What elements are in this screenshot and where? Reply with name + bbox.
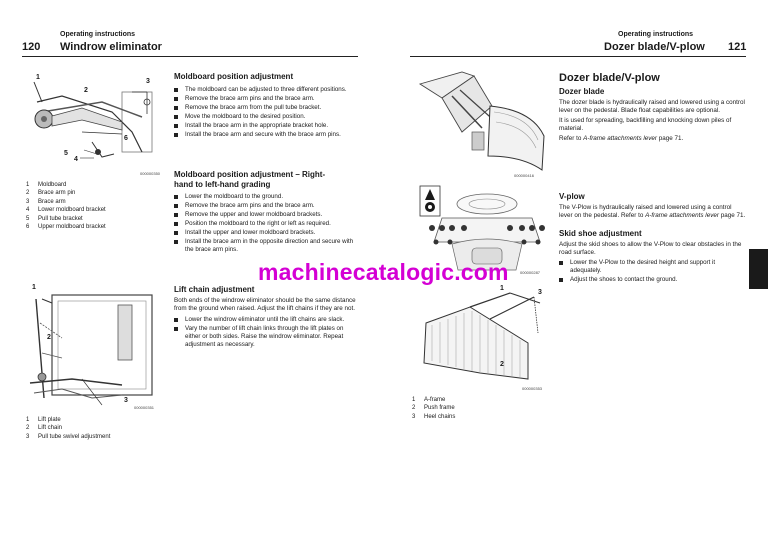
legend-label: Pull tube swivel adjustment (38, 433, 111, 440)
legend-label: Lift plate (38, 417, 61, 423)
step-item: Install the brace arm and secure with the brace arm pins. (174, 131, 358, 139)
section-heading: Lift chain adjustment (174, 285, 255, 294)
legend-item (26, 198, 166, 206)
section-right-left-grading (174, 170, 358, 255)
legend-num: 3 (26, 198, 30, 205)
right-fig3-callout-3: 3 (538, 289, 542, 296)
legend-item (26, 181, 166, 189)
section-v-plow (559, 192, 746, 220)
right-header-sub: Operating instructions (618, 31, 694, 38)
section-heading: Skid shoe adjustment (559, 229, 642, 238)
legend-label: Brace arm (38, 198, 66, 205)
step-item: Remove the brace arm pins and the brace arm. (174, 95, 358, 103)
step-item: Lower the V-Plow to the desired height and support it adequately. (559, 259, 746, 275)
legend-label: A-frame (424, 397, 446, 403)
left-page-number: 120 (22, 41, 41, 53)
right-fig3-callout-2: 2 (500, 361, 504, 368)
legend-num: 3 (26, 433, 30, 440)
section-dozer-blade (559, 72, 746, 143)
step-item: Install the brace arm in the appropriate bracket hole. (174, 122, 358, 130)
section-skid-shoe (559, 229, 746, 285)
step-list (174, 316, 358, 348)
fig1-callout-6: 6 (124, 135, 128, 142)
dozer-blade-drawing (412, 66, 552, 180)
legend-label: Pull tube bracket (38, 215, 83, 222)
legend-num: 5 (26, 215, 30, 222)
legend-item (412, 396, 552, 404)
section-heading: Moldboard position adjustment (174, 72, 294, 81)
ref-prefix: Refer to (559, 135, 584, 142)
right-fig3-code: 000000353 (522, 386, 543, 391)
step-item: Remove the brace arm pins and the brace arm. (174, 202, 358, 210)
legend-label: Brace arm pin (38, 190, 76, 197)
section-moldboard-position (174, 72, 358, 140)
left-header-sub: Operating instructions (60, 31, 136, 38)
right-fig2-code: 000000287 (520, 270, 541, 275)
legend-num: 4 (26, 207, 30, 214)
fig2-callout-1: 1 (32, 284, 36, 291)
step-list (174, 86, 358, 139)
legend-num: 1 (26, 417, 30, 423)
left-header-rule (22, 56, 358, 57)
legend-label: Lift chain (38, 425, 63, 432)
section-paragraph: Both ends of the windrow eliminator should be the same distance from the ground when raised. Adjust the lift chains if they are not. (174, 297, 356, 312)
section-heading: Dozer blade (559, 87, 605, 96)
legend-item (412, 413, 552, 421)
right-page-number: 121 (728, 41, 747, 53)
step-item: Remove the upper and lower moldboard brackets. (174, 211, 358, 219)
legend-num: 2 (26, 425, 30, 432)
ref-link-a-frame-lever[interactable]: A-frame attachments lever (645, 212, 719, 219)
step-item: Lower the windrow eliminator until the lift chains are slack. (174, 316, 358, 324)
dozer-paragraph-2: It is used for spreading, backfilling and knocking down piles of material. (559, 117, 732, 132)
ref-prefix: The V-Plow is hydraulically raised and lowered using a control lever on the pedestal. Refer to (559, 204, 732, 219)
chapter-tab-marker (749, 249, 768, 289)
section-lift-chain-adjustment (174, 285, 358, 350)
fig1-legend (26, 181, 166, 231)
figure-lift-chain (22, 283, 158, 415)
figure-v-plow (410, 283, 554, 395)
ref-link-a-frame-lever[interactable]: A-frame attachments lever (583, 135, 657, 142)
fig1-callout-4: 4 (74, 156, 78, 163)
legend-label: Upper moldboard bracket (38, 224, 106, 231)
legend-item (412, 404, 552, 412)
fig2-callout-3: 3 (124, 397, 128, 404)
right-page-title: Dozer blade/V-plow (604, 41, 705, 53)
right-fig3-callout-1: 1 (500, 285, 504, 292)
left-page-title: Windrow eliminator (60, 41, 162, 53)
vplow-paragraph (559, 204, 746, 220)
legend-num: 1 (26, 182, 30, 188)
v-plow-drawing (410, 283, 554, 395)
lift-chain-drawing (22, 283, 158, 415)
legend-num: 6 (26, 224, 30, 231)
skid-paragraph: Adjust the skid shoes to allow the V-Plow to clear obstacles in the road surface. (559, 241, 742, 256)
legend-num: 2 (26, 190, 30, 197)
ref-suffix: page 71. (718, 212, 746, 219)
fig2-callout-2: 2 (47, 334, 51, 341)
right-header-rule (410, 56, 746, 57)
fig2-legend (26, 416, 176, 441)
fig1-callout-1: 1 (36, 74, 40, 81)
step-item: Remove the brace arm from the pull tube bracket. (174, 104, 358, 112)
step-item: Lower the moldboard to the ground. (174, 193, 358, 201)
section-heading: V-plow (559, 192, 585, 201)
legend-item (26, 189, 166, 197)
fig1-callout-2: 2 (84, 87, 88, 94)
step-list (174, 193, 358, 254)
watermark-text: machinecatalogic.com (258, 259, 509, 285)
right-fig1-code: 000000416 (514, 173, 535, 178)
figure-windrow-brackets (22, 72, 162, 177)
section-heading-line1: Moldboard position adjustment – Right- (174, 170, 326, 179)
step-item: The moldboard can be adjusted to three different positions. (174, 86, 358, 94)
dozer-paragraph-3 (559, 135, 746, 143)
step-item: Position the moldboard to the right or left as required. (174, 220, 358, 228)
figure-dozer-blade (412, 66, 552, 180)
legend-num: 3 (412, 413, 416, 420)
legend-label: Heel chains (424, 413, 456, 420)
fig1-callout-5: 5 (64, 150, 68, 157)
dozer-paragraph-1: The dozer blade is hydraulically raised and lowered using a control lever on the pedestal. Blade float capabilities are optional. (559, 99, 745, 114)
step-item: Adjust the shoes to contact the ground. (559, 276, 746, 284)
step-item: Install the brace arm in the opposite direction and secure with the brace arm pins. (174, 238, 358, 254)
fig1-callout-3: 3 (146, 78, 150, 85)
legend-item (26, 223, 166, 231)
step-item: Vary the number of lift chain links through the lift plates on either or both sides. Raise the windrow eliminator. Repeat adjustment as necessary. (174, 325, 358, 348)
legend-item (26, 424, 176, 432)
legend-item (26, 416, 176, 424)
legend-label: Moldboard (38, 182, 67, 188)
legend-label: Push frame (424, 405, 455, 412)
legend-item (26, 215, 166, 223)
ref-suffix: page 71. (657, 135, 684, 142)
windrow-bracket-drawing (22, 72, 162, 177)
legend-item (26, 206, 166, 214)
legend-num: 1 (412, 397, 416, 403)
right-fig3-legend (412, 396, 552, 421)
fig1-code: 000000350 (140, 171, 161, 176)
main-heading: Dozer blade/V-plow (559, 72, 660, 84)
section-heading-line2: hand to left-hand grading (174, 180, 271, 189)
step-list (559, 259, 746, 284)
step-item: Move the moldboard to the desired position. (174, 113, 358, 121)
step-item: Install the upper and lower moldboard brackets. (174, 229, 358, 237)
legend-label: Lower moldboard bracket (38, 207, 106, 214)
fig2-code: 000000351 (134, 405, 155, 410)
legend-item (26, 433, 176, 441)
legend-num: 2 (412, 405, 416, 412)
